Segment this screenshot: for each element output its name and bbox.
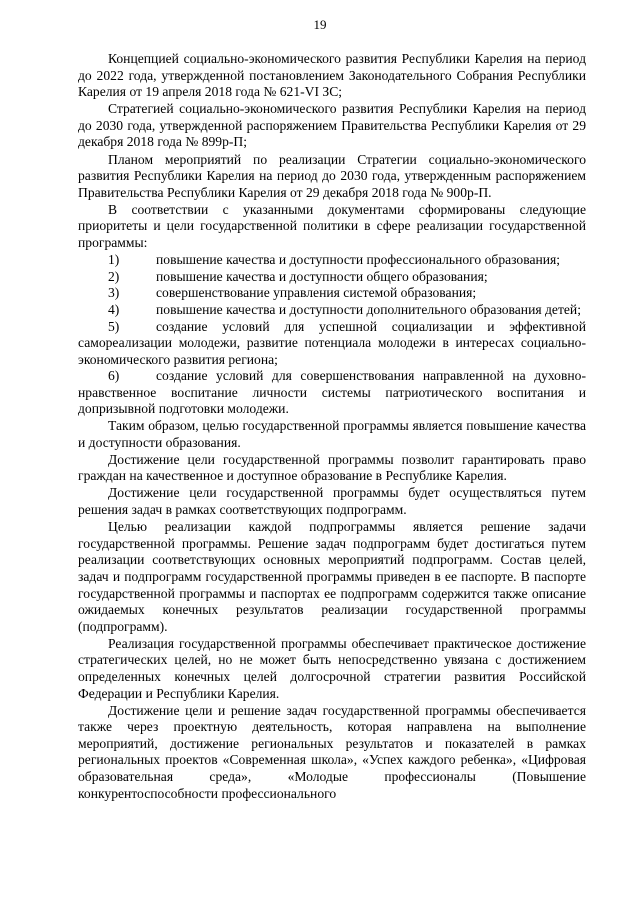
priority-item <box>78 368 586 418</box>
priority-number: 6) <box>108 368 120 384</box>
paragraph: Реализация государственной программы обеспечивает практическое достижение стратегических целей, но не может быть непосредственно увязана с достижением определенных конечных целей долгосрочной стратегии развития Российской Федерации и Республики Карелия. <box>78 635 586 701</box>
paragraph: Стратегией социально-экономического развития Республики Карелия на период до 2030 года, утвержденной распоряжением Правительства Республики Карелия от 29 декабря 2018 года № 899р-П; <box>78 101 586 150</box>
priority-item <box>78 252 586 269</box>
paragraph: Достижение цели и решение задач государственной программы обеспечивается также через проектную деятельность, которая направлена на выполнение мероприятий, достижение региональных результатов и показателей в рамках региональных проектов «Современная школа», «Успех каждого ребенка», «Цифровая образовательная среда», «Молодые профессионалы (Повышение конкурентоспособности профессионального <box>78 702 586 801</box>
priority-text: повышение качества и доступности профессионального образования; <box>156 252 561 268</box>
paragraph: Достижение цели государственной программы будет осуществляться путем решения задач в рамках соответствующих подпрограмм. <box>78 485 586 518</box>
document-body <box>78 51 586 803</box>
paragraph: Достижение цели государственной программы позволит гарантировать право граждан на качественное и доступное образование в Республике Карелия. <box>78 451 586 484</box>
priority-item <box>78 319 586 369</box>
priority-number: 3) <box>108 285 120 301</box>
priority-text: повышение качества и доступности общего образования; <box>156 268 488 284</box>
priority-item <box>78 285 586 302</box>
priority-number: 1) <box>108 252 120 268</box>
paragraph: Концепцией социально-экономического развития Республики Карелия на период до 2022 года, утвержденной постановлением Законодательного Собрания Республики Карелия от 19 апреля 2018 года № 621-VI ЗС; <box>78 51 586 100</box>
priority-text: повышение качества и доступности дополнительного образования детей; <box>156 301 581 317</box>
priority-number: 5) <box>108 318 120 334</box>
paragraph: В соответствии с указанными документами сформированы следующие приоритеты и цели государственной политики в сфере реализации государственной программы: <box>78 201 586 251</box>
priority-text: создание условий для совершенствования направленной на духовно-нравственное воспитание личности системы патриотического воспитания и допризывной подготовки молодежи. <box>78 368 586 417</box>
paragraph: Планом мероприятий по реализации Стратегии социально-экономического развития Республики Карелия на период до 2030 года, утвержденным распоряжением Правительства Республики Карелия от 29 декабря 2018 года № 900р-П. <box>78 151 586 200</box>
priority-item <box>78 302 586 319</box>
page-number: 19 <box>313 17 327 32</box>
paragraph: Целью реализации каждой подпрограммы является решение задачи государственной программы. Решение задач подпрограмм будет достигаться путем реализации соответствующих основных мероприятий подпрограмм. Состав целей, задач и подпрограмм государственной программы приведен в ее паспорте. В паспорте государственной программы и паспортах ее подпрограмм содержится также описание ожидаемых конечных результатов реализации государственной программы (подпрограмм). <box>78 519 586 634</box>
priority-number: 4) <box>108 301 120 317</box>
priority-text: совершенствование управления системой образования; <box>156 285 477 301</box>
paragraph: Таким образом, целью государственной программы является повышение качества и доступности образования. <box>78 418 586 450</box>
priority-text: создание условий для успешной социализации и эффективной самореализации молодежи, развитие потенциала молодежи в интересах социально-экономического развития региона; <box>78 318 586 367</box>
priority-item <box>78 269 586 286</box>
priority-number: 2) <box>108 268 120 284</box>
